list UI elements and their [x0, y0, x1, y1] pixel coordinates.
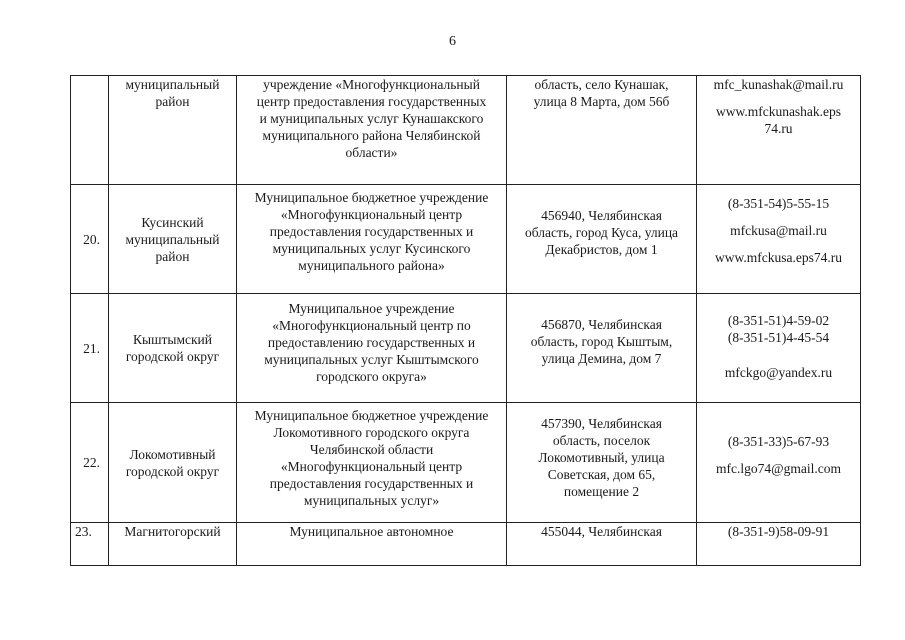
- address-line: помещение 2: [563, 484, 640, 499]
- page-number: 6: [449, 34, 456, 49]
- phone-text: (8-351-51)4-59-02: [727, 313, 830, 328]
- address-line: Советская, дом 65,: [547, 467, 656, 482]
- mfc-table: [70, 75, 861, 566]
- address-line: область, село Кунашак,: [534, 77, 669, 92]
- institution-line: «Многофункциональный центр: [280, 459, 463, 474]
- institution-line: предоставления государственных и: [269, 224, 474, 239]
- phone-text: (8-351-51)4-45-54: [727, 330, 830, 345]
- address: [507, 523, 697, 566]
- district-name-line: район: [155, 248, 190, 264]
- institution-name: [237, 76, 507, 185]
- address-line: 456870, Челябинская: [541, 317, 662, 332]
- institution-name: [237, 523, 507, 566]
- address-line: 455044, Челябинская: [541, 524, 662, 539]
- institution-line: учреждение «Многофункциональный: [263, 77, 480, 92]
- institution-line: городского округа»: [316, 369, 427, 384]
- website-text: www.mfckunashak.eps: [715, 104, 842, 119]
- institution-line: муниципальных услуг Кыштымского: [264, 352, 479, 367]
- address: [507, 76, 697, 185]
- district-name-line: Локомотивный: [129, 446, 216, 462]
- address-line: область, поселок: [552, 433, 651, 448]
- address-line: 457390, Челябинская: [541, 416, 662, 431]
- address: [507, 185, 697, 294]
- institution-line: муниципальных услуг Кусинского: [272, 241, 471, 256]
- district-name: [109, 294, 237, 403]
- contacts: [697, 185, 861, 294]
- email-text: mfckusa@mail.ru: [730, 223, 827, 238]
- district-name-line: Кусинский: [141, 214, 204, 230]
- institution-line: муниципального района»: [298, 258, 445, 273]
- address-line: улица 8 Марта, дом 56б: [533, 94, 670, 109]
- address-line: улица Демина, дом 7: [541, 351, 662, 366]
- address-line: область, город Кыштым,: [530, 334, 673, 349]
- district-name-line: городской округ: [125, 463, 220, 479]
- row-number: [71, 76, 109, 185]
- institution-line: «Многофункциональный центр: [280, 207, 463, 222]
- table-row: [71, 403, 861, 523]
- institution-line: предоставлению государственных и: [267, 335, 476, 350]
- address-line: Декабристов, дом 1: [545, 242, 658, 257]
- row-number: 20.: [71, 185, 109, 294]
- table-row: [71, 185, 861, 294]
- row-number: 23.: [71, 523, 109, 566]
- contacts: [697, 76, 861, 185]
- institution-line: Муниципальное автономное: [289, 524, 454, 539]
- district-name-line: Магнитогорский: [124, 524, 221, 539]
- email-text: mfc.lgo74@gmail.com: [716, 461, 841, 476]
- institution-line: Муниципальное учреждение: [288, 301, 455, 316]
- institution-name: [237, 403, 507, 523]
- institution-name: [237, 294, 507, 403]
- institution-line: области»: [345, 145, 398, 160]
- table-row: [71, 294, 861, 403]
- institution-line: и муниципальных услуг Кунашакского: [259, 111, 484, 126]
- institution-line: Муниципальное бюджетное учреждение: [254, 408, 489, 423]
- address-line: Локомотивный, улица: [538, 450, 665, 465]
- phone-text: (8-351-33)5-67-93: [727, 434, 830, 449]
- website-text: www.mfckusa.eps74.ru: [715, 250, 842, 265]
- district-name: [109, 185, 237, 294]
- institution-line: Челябинской области: [309, 442, 434, 457]
- institution-name: [237, 185, 507, 294]
- district-name-line: район: [155, 94, 190, 109]
- address: [507, 294, 697, 403]
- row-number: 22.: [71, 403, 109, 523]
- contacts: [697, 294, 861, 403]
- district-name-line: городской округ: [125, 349, 220, 364]
- institution-line: муниципального района Челябинской: [262, 128, 481, 143]
- institution-line: предоставления государственных и: [269, 476, 474, 491]
- district-name-line: муниципальный: [125, 77, 220, 92]
- phone-text: (8-351-9)58-09-91: [727, 524, 830, 539]
- institution-line: «Многофункциональный центр по: [272, 318, 471, 333]
- institution-line: центр предоставления государственных: [256, 94, 487, 109]
- phone-text: (8-351-54)5-55-15: [727, 196, 830, 211]
- website-text: 74.ru: [764, 121, 793, 136]
- contacts: [697, 403, 861, 523]
- email-text: mfckgo@yandex.ru: [724, 365, 833, 380]
- address-line: 456940, Челябинская: [541, 208, 662, 223]
- email-text: mfc_kunashak@mail.ru: [713, 77, 844, 92]
- district-name: [109, 403, 237, 523]
- institution-line: муниципальных услуг»: [303, 493, 440, 508]
- address: [507, 403, 697, 523]
- table-row: [71, 523, 861, 566]
- district-name-line: Кыштымский: [133, 332, 212, 347]
- institution-line: Муниципальное бюджетное учреждение: [254, 190, 489, 205]
- district-name: [109, 523, 237, 566]
- contacts: [697, 523, 861, 566]
- address-line: область, город Куса, улица: [524, 225, 679, 240]
- district-name: [109, 76, 237, 185]
- row-number: 21.: [71, 294, 109, 403]
- district-name-line: муниципальный: [125, 231, 220, 247]
- table-row: [71, 76, 861, 185]
- institution-line: Локомотивного городского округа: [273, 425, 470, 440]
